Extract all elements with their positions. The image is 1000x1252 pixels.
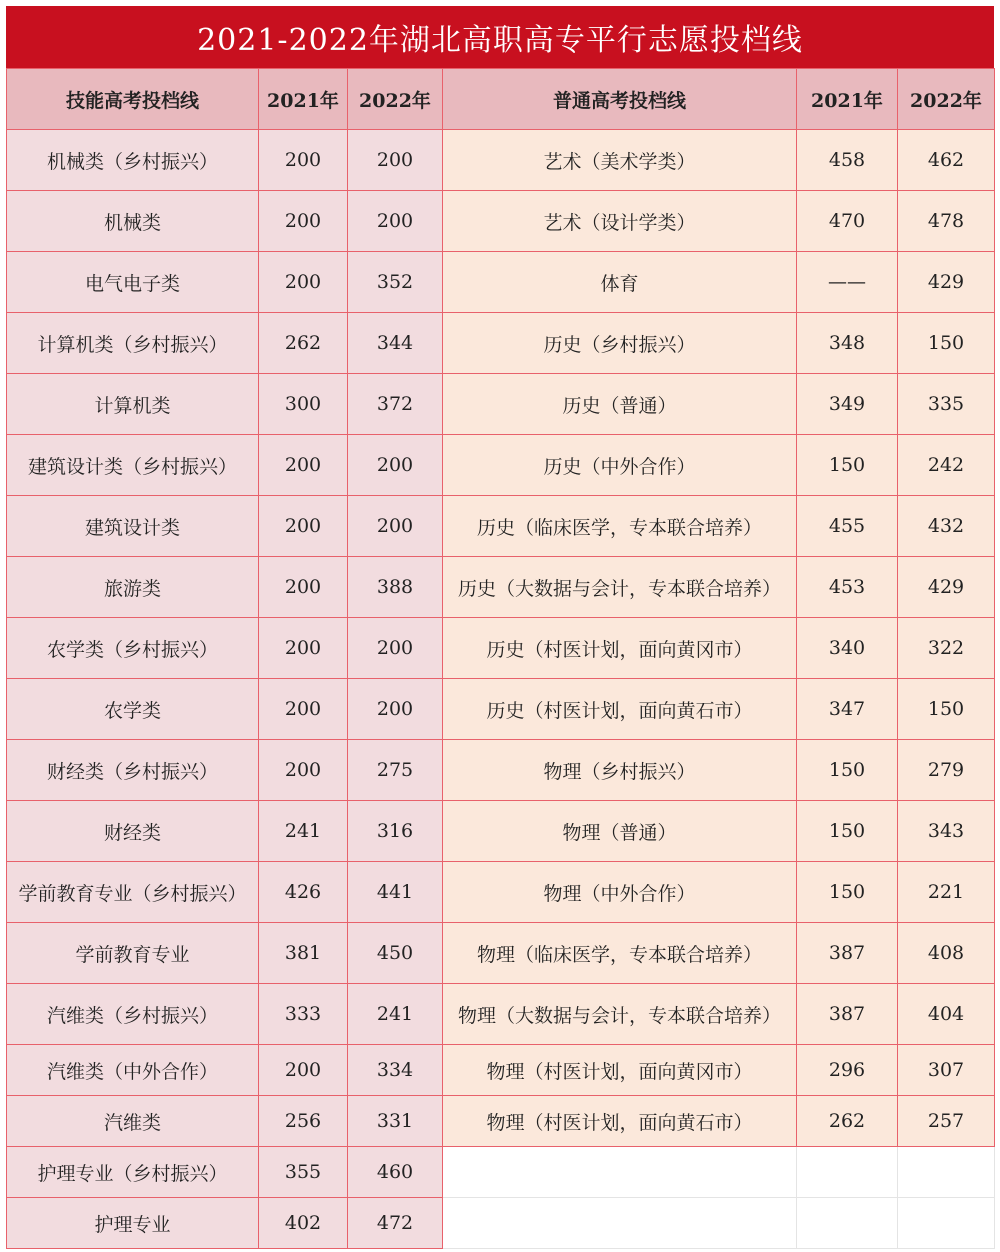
left-2021-cell: 300 (259, 374, 348, 435)
left-2021-cell: 200 (259, 1045, 348, 1096)
right-2021-cell: 262 (797, 1096, 898, 1147)
left-category-cell: 护理专业 (7, 1198, 259, 1249)
right-2021-cell: 150 (797, 740, 898, 801)
left-2022-cell: 200 (348, 618, 443, 679)
left-2021-cell: 355 (259, 1147, 348, 1198)
left-category-cell: 财经类（乡村振兴） (7, 740, 259, 801)
table-row (7, 923, 995, 984)
left-2022-cell: 200 (348, 496, 443, 557)
left-2022-cell: 372 (348, 374, 443, 435)
left-2022-cell: 200 (348, 679, 443, 740)
right-2022-cell: 322 (898, 618, 995, 679)
left-2021-cell: 200 (259, 130, 348, 191)
table-row (7, 679, 995, 740)
header-row (7, 69, 995, 130)
table-row (7, 984, 995, 1045)
right-2021-cell: 348 (797, 313, 898, 374)
table-row (7, 435, 995, 496)
right-2021-cell: 453 (797, 557, 898, 618)
table-row (7, 740, 995, 801)
left-2022-cell: 441 (348, 862, 443, 923)
right-2021-cell: 349 (797, 374, 898, 435)
left-2022-cell: 200 (348, 130, 443, 191)
left-category-cell: 汽维类（中外合作） (7, 1045, 259, 1096)
left-2021-cell: 426 (259, 862, 348, 923)
left-2021-cell: 402 (259, 1198, 348, 1249)
left-category-cell: 护理专业（乡村振兴） (7, 1147, 259, 1198)
right-2022-cell: 242 (898, 435, 995, 496)
right-2021-cell: —— (797, 252, 898, 313)
right-2021-cell: 150 (797, 862, 898, 923)
left-2022-cell: 472 (348, 1198, 443, 1249)
left-category-cell: 机械类（乡村振兴） (7, 130, 259, 191)
left-category-cell: 建筑设计类 (7, 496, 259, 557)
right-2022-cell: 307 (898, 1045, 995, 1096)
table-row (7, 618, 995, 679)
table-row (7, 1045, 995, 1096)
table-row (7, 191, 995, 252)
left-2022-cell: 200 (348, 191, 443, 252)
right-2021-cell: 458 (797, 130, 898, 191)
left-2021-cell: 241 (259, 801, 348, 862)
right-category-cell: 物理（大数据与会计，专本联合培养） (443, 984, 797, 1045)
header-right-category: 普通高考投档线 (443, 69, 797, 130)
left-2022-cell: 352 (348, 252, 443, 313)
right-2022-cell: 432 (898, 496, 995, 557)
left-category-cell: 汽维类（乡村振兴） (7, 984, 259, 1045)
table-row (7, 801, 995, 862)
table-row (7, 557, 995, 618)
right-category-cell: 历史（临床医学，专本联合培养） (443, 496, 797, 557)
table-row (7, 1096, 995, 1147)
empty-cell (443, 1198, 797, 1249)
right-category-cell: 历史（村医计划，面向黄石市） (443, 679, 797, 740)
header-left-2022: 2022年 (348, 69, 443, 130)
left-2021-cell: 381 (259, 923, 348, 984)
right-2022-cell: 408 (898, 923, 995, 984)
table-row (7, 496, 995, 557)
left-2022-cell: 316 (348, 801, 443, 862)
right-2021-cell: 296 (797, 1045, 898, 1096)
right-category-cell: 物理（乡村振兴） (443, 740, 797, 801)
left-category-cell: 财经类 (7, 801, 259, 862)
left-2022-cell: 275 (348, 740, 443, 801)
right-category-cell: 历史（大数据与会计，专本联合培养） (443, 557, 797, 618)
header-left-category: 技能高考投档线 (7, 69, 259, 130)
right-2021-cell: 470 (797, 191, 898, 252)
left-category-cell: 汽维类 (7, 1096, 259, 1147)
left-2021-cell: 200 (259, 557, 348, 618)
left-2021-cell: 200 (259, 496, 348, 557)
right-category-cell: 体育 (443, 252, 797, 313)
left-2022-cell: 241 (348, 984, 443, 1045)
table-row (7, 1198, 995, 1249)
right-2022-cell: 478 (898, 191, 995, 252)
left-category-cell: 建筑设计类（乡村振兴） (7, 435, 259, 496)
left-category-cell: 电气电子类 (7, 252, 259, 313)
right-category-cell: 艺术（美术学类） (443, 130, 797, 191)
right-category-cell: 艺术（设计学类） (443, 191, 797, 252)
right-2022-cell: 462 (898, 130, 995, 191)
left-2021-cell: 262 (259, 313, 348, 374)
right-2022-cell: 404 (898, 984, 995, 1045)
left-2022-cell: 344 (348, 313, 443, 374)
right-2022-cell: 343 (898, 801, 995, 862)
right-2021-cell: 387 (797, 984, 898, 1045)
right-2022-cell: 257 (898, 1096, 995, 1147)
right-2022-cell: 429 (898, 252, 995, 313)
left-2022-cell: 200 (348, 435, 443, 496)
left-category-cell: 计算机类（乡村振兴） (7, 313, 259, 374)
empty-cell (898, 1198, 995, 1249)
right-category-cell: 物理（中外合作） (443, 862, 797, 923)
left-category-cell: 旅游类 (7, 557, 259, 618)
left-category-cell: 农学类 (7, 679, 259, 740)
right-2021-cell: 455 (797, 496, 898, 557)
right-2022-cell: 221 (898, 862, 995, 923)
right-2021-cell: 340 (797, 618, 898, 679)
left-2021-cell: 200 (259, 191, 348, 252)
empty-cell (898, 1147, 995, 1198)
header-left-2021: 2021年 (259, 69, 348, 130)
right-category-cell: 物理（普通） (443, 801, 797, 862)
right-2022-cell: 150 (898, 679, 995, 740)
right-category-cell: 物理（村医计划，面向黄石市） (443, 1096, 797, 1147)
right-2022-cell: 335 (898, 374, 995, 435)
empty-cell (797, 1147, 898, 1198)
left-2022-cell: 450 (348, 923, 443, 984)
right-category-cell: 历史（中外合作） (443, 435, 797, 496)
right-2022-cell: 429 (898, 557, 995, 618)
header-right-2022: 2022年 (898, 69, 995, 130)
left-category-cell: 农学类（乡村振兴） (7, 618, 259, 679)
left-2022-cell: 388 (348, 557, 443, 618)
left-2021-cell: 256 (259, 1096, 348, 1147)
empty-cell (443, 1147, 797, 1198)
left-2021-cell: 200 (259, 252, 348, 313)
right-2021-cell: 347 (797, 679, 898, 740)
table-row (7, 862, 995, 923)
right-category-cell: 物理（村医计划，面向黄冈市） (443, 1045, 797, 1096)
left-2022-cell: 331 (348, 1096, 443, 1147)
table-row (7, 1147, 995, 1198)
left-2021-cell: 200 (259, 435, 348, 496)
table-row (7, 374, 995, 435)
left-category-cell: 机械类 (7, 191, 259, 252)
table-row (7, 313, 995, 374)
right-category-cell: 历史（村医计划，面向黄冈市） (443, 618, 797, 679)
right-category-cell: 物理（临床医学，专本联合培养） (443, 923, 797, 984)
left-2021-cell: 200 (259, 618, 348, 679)
right-category-cell: 历史（乡村振兴） (443, 313, 797, 374)
right-2021-cell: 150 (797, 435, 898, 496)
left-2022-cell: 334 (348, 1045, 443, 1096)
page-title: 2021-2022年湖北高职高专平行志愿投档线 (6, 6, 994, 68)
left-category-cell: 学前教育专业（乡村振兴） (7, 862, 259, 923)
table-row (7, 252, 995, 313)
empty-cell (797, 1198, 898, 1249)
left-2021-cell: 200 (259, 679, 348, 740)
left-category-cell: 计算机类 (7, 374, 259, 435)
left-2022-cell: 460 (348, 1147, 443, 1198)
header-right-2021: 2021年 (797, 69, 898, 130)
table-row (7, 130, 995, 191)
right-2022-cell: 279 (898, 740, 995, 801)
right-2022-cell: 150 (898, 313, 995, 374)
score-table (6, 68, 995, 1249)
left-category-cell: 学前教育专业 (7, 923, 259, 984)
right-2021-cell: 150 (797, 801, 898, 862)
right-2021-cell: 387 (797, 923, 898, 984)
left-2021-cell: 333 (259, 984, 348, 1045)
left-2021-cell: 200 (259, 740, 348, 801)
right-category-cell: 历史（普通） (443, 374, 797, 435)
